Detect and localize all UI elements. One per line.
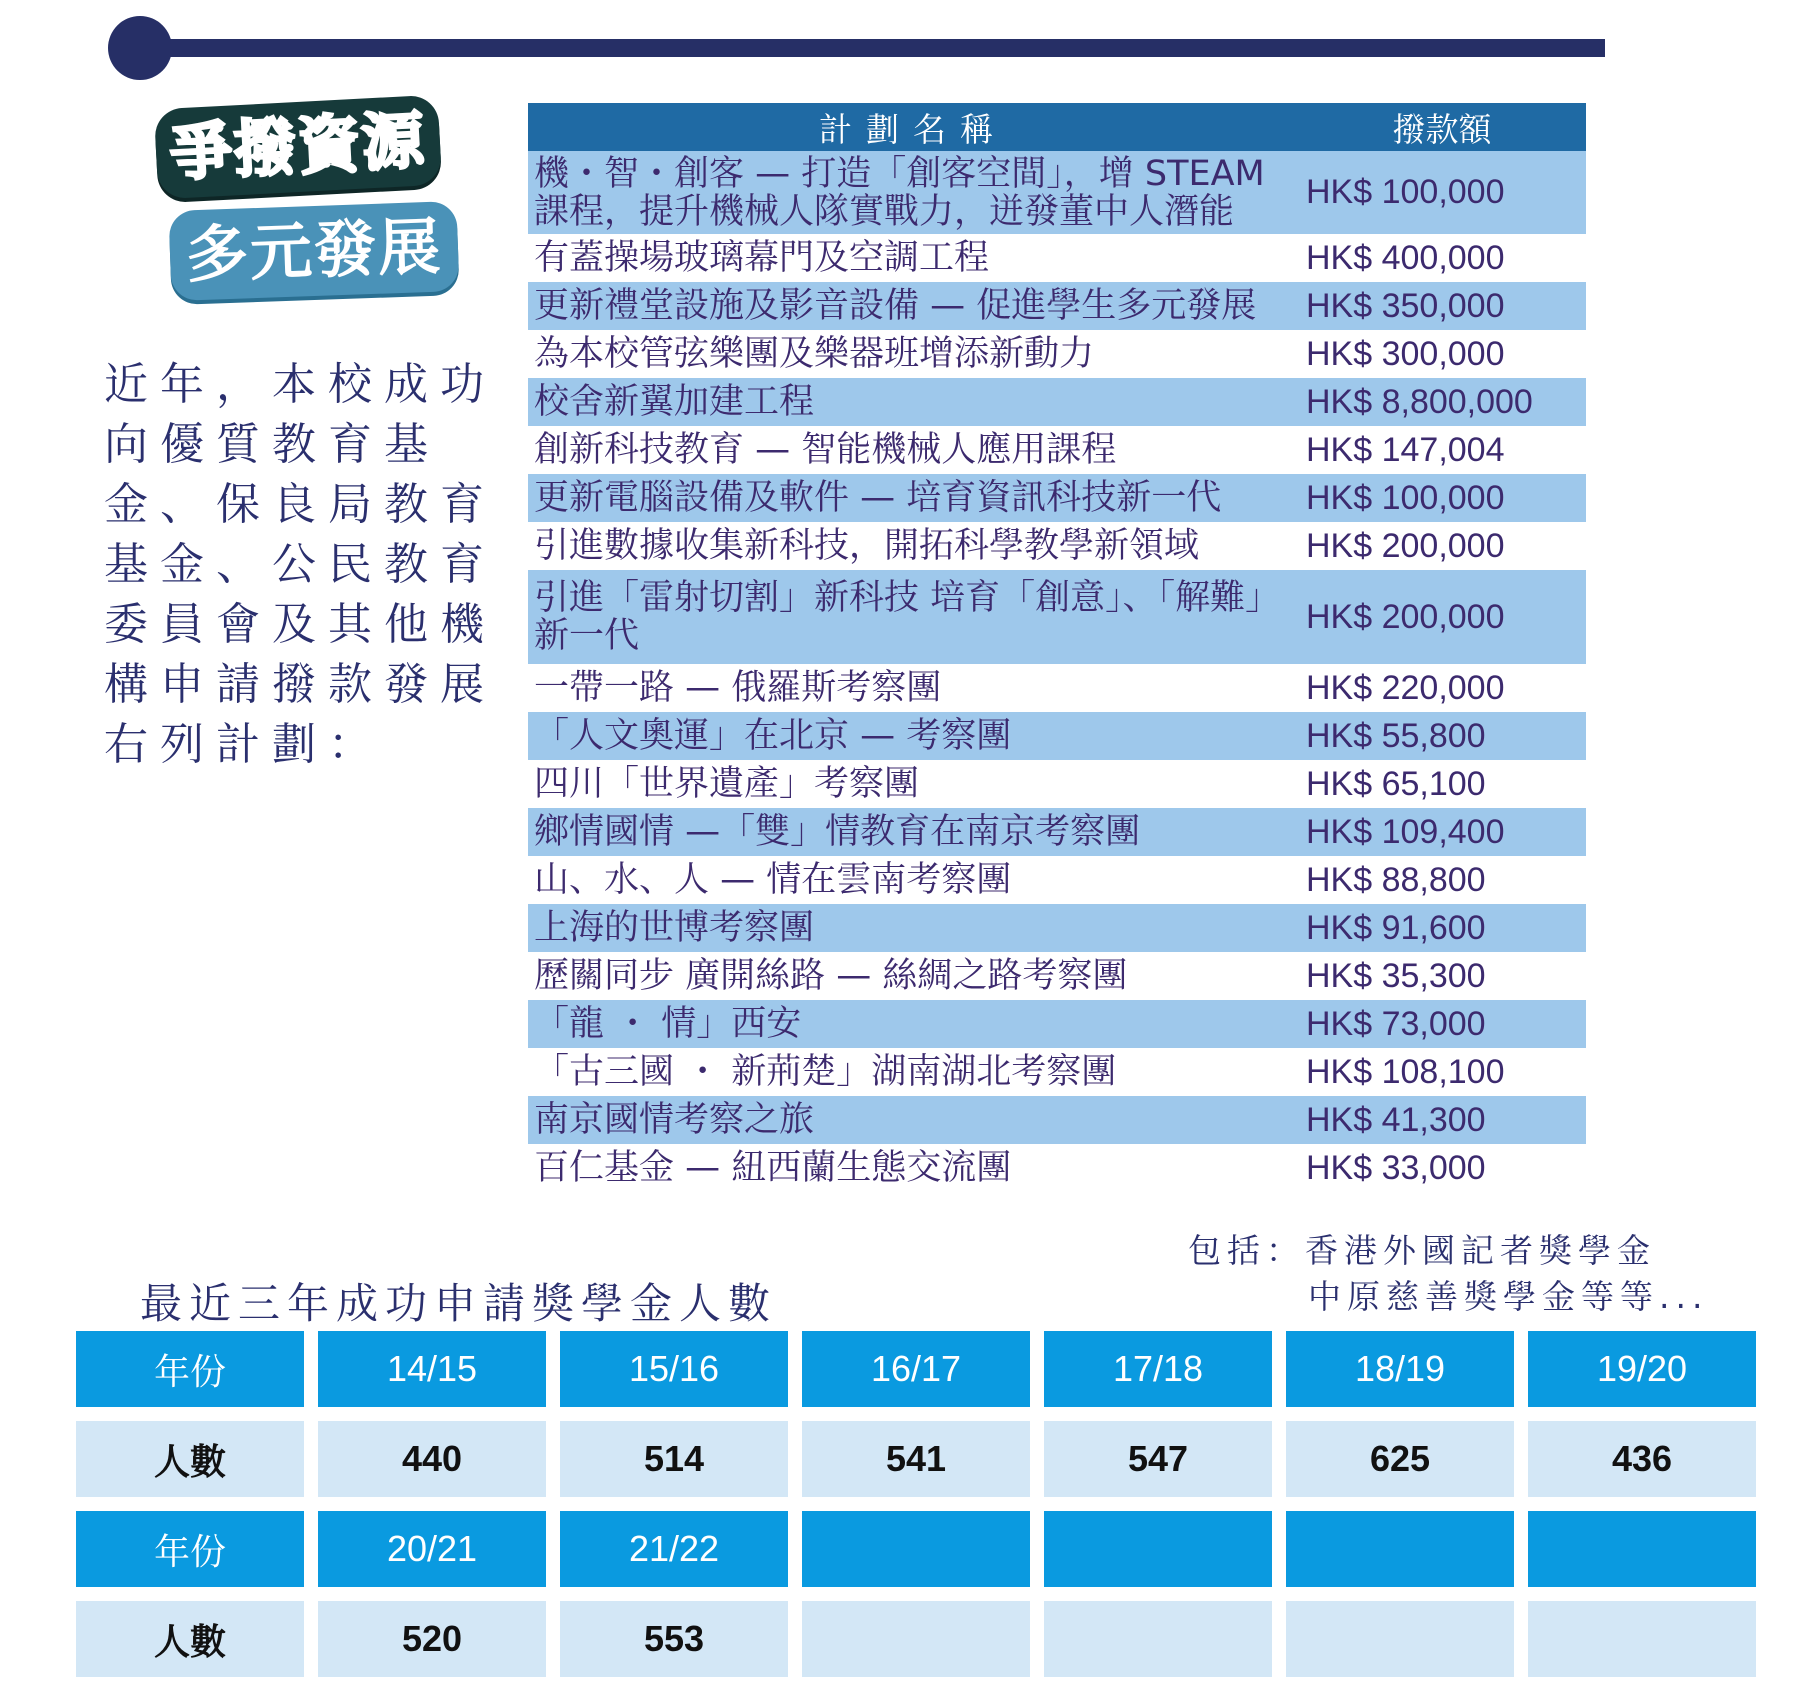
grant-amount: HK$ 33,000 xyxy=(1306,1148,1486,1187)
year-cell xyxy=(802,1511,1030,1587)
grant-row xyxy=(528,1144,1586,1192)
grant-row xyxy=(528,712,1586,760)
grant-row xyxy=(528,952,1586,1000)
grant-amount: HK$ 300,000 xyxy=(1306,334,1505,373)
grant-amount: HK$ 65,100 xyxy=(1306,764,1486,803)
grant-amount: HK$ 100,000 xyxy=(1306,478,1505,517)
title-line-2: 多元發展 xyxy=(169,201,460,301)
count-label: 人數 xyxy=(76,1601,304,1677)
grant-row xyxy=(528,378,1586,426)
grant-amount: HK$ 55,800 xyxy=(1306,716,1486,755)
grant-name: 歷關同步 廣開絲路 — 絲綢之路考察團 xyxy=(534,956,1128,996)
grant-row xyxy=(528,282,1586,330)
count-cell: 440 xyxy=(318,1421,546,1497)
grant-name: 更新禮堂設施及影音設備 — 促進學生多元發展 xyxy=(534,286,1257,326)
count-cell xyxy=(1286,1601,1514,1677)
count-row xyxy=(76,1421,1756,1497)
grants-header-name: 計劃名稱 xyxy=(819,109,1007,149)
title-line-1: 爭撥資源 xyxy=(154,95,442,200)
grant-name: 百仁基金 — 紐西蘭生態交流團 xyxy=(534,1148,1012,1188)
grant-amount: HK$ 400,000 xyxy=(1306,238,1505,277)
grant-name: 一帶一路 — 俄羅斯考察團 xyxy=(534,668,942,708)
grant-row xyxy=(528,904,1586,952)
grant-row xyxy=(528,522,1586,570)
grant-amount: HK$ 88,800 xyxy=(1306,860,1486,899)
count-cell: 514 xyxy=(560,1421,788,1497)
grant-amount: HK$ 200,000 xyxy=(1306,597,1505,636)
grant-row xyxy=(528,570,1586,664)
count-cell: 541 xyxy=(802,1421,1030,1497)
note-line-2: 中原慈善獎學金等等... xyxy=(1308,1277,1709,1316)
grant-name: 上海的世博考察團 xyxy=(534,908,815,948)
scholarship-table xyxy=(76,1331,1756,1691)
grant-name: 引進數據收集新科技，開拓科學教學新領域 xyxy=(534,526,1200,566)
grant-name: 山、水、人 — 情在雲南考察團 xyxy=(534,860,1012,900)
count-cell xyxy=(1528,1601,1756,1677)
grant-name: 更新電腦設備及軟件 — 培育資訊科技新一代 xyxy=(534,478,1222,518)
grant-row xyxy=(528,1096,1586,1144)
year-label: 年份 xyxy=(76,1511,304,1587)
grant-row xyxy=(528,234,1586,282)
count-cell: 520 xyxy=(318,1601,546,1677)
grant-name: 機・智・創客 — 打造「創客空間」，增 STEAM 課程，提升機械人隊實戰力，迸發董中人潛能 xyxy=(534,153,1265,232)
grant-name: 鄉情國情 —「雙」情教育在南京考察團 xyxy=(534,812,1141,852)
year-row xyxy=(76,1511,1756,1587)
grant-amount: HK$ 220,000 xyxy=(1306,668,1505,707)
grant-row xyxy=(528,808,1586,856)
grant-amount: HK$ 35,300 xyxy=(1306,956,1486,995)
year-cell: 14/15 xyxy=(318,1331,546,1407)
grant-name: 「龍 ・ 情」西安 xyxy=(534,1004,802,1044)
scholarship-title: 最近三年成功申請獎學金人數 xyxy=(140,1279,778,1328)
year-cell xyxy=(1044,1511,1272,1587)
grants-header-amount: 撥款額 xyxy=(1392,109,1492,149)
year-cell: 19/20 xyxy=(1528,1331,1756,1407)
grant-amount: HK$ 109,400 xyxy=(1306,812,1505,851)
year-cell: 21/22 xyxy=(560,1511,788,1587)
grant-name: 南京國情考察之旅 xyxy=(534,1100,815,1140)
count-cell: 625 xyxy=(1286,1421,1514,1497)
grant-amount: HK$ 91,600 xyxy=(1306,908,1486,947)
top-bar-line xyxy=(150,39,1605,57)
grant-name: 有蓋操場玻璃幕門及空調工程 xyxy=(534,238,990,278)
count-cell: 436 xyxy=(1528,1421,1756,1497)
year-cell: 16/17 xyxy=(802,1331,1030,1407)
grant-row xyxy=(528,426,1586,474)
grant-name: 創新科技教育 — 智能機械人應用課程 xyxy=(534,430,1117,470)
count-cell: 547 xyxy=(1044,1421,1272,1497)
scholarship-note xyxy=(1188,1228,1708,1320)
count-cell xyxy=(1044,1601,1272,1677)
grant-row xyxy=(528,330,1586,378)
grants-table xyxy=(528,103,1586,1192)
grant-row xyxy=(528,1048,1586,1096)
count-cell: 553 xyxy=(560,1601,788,1677)
year-cell: 17/18 xyxy=(1044,1331,1272,1407)
grant-row xyxy=(528,664,1586,712)
grant-amount: HK$ 108,100 xyxy=(1306,1052,1505,1091)
grant-amount: HK$ 200,000 xyxy=(1306,526,1505,565)
year-cell xyxy=(1286,1511,1514,1587)
year-cell xyxy=(1528,1511,1756,1587)
grant-amount: HK$ 73,000 xyxy=(1306,1004,1486,1043)
count-cell xyxy=(802,1601,1030,1677)
grant-name: 引進「雷射切割」新科技 培育「創意」、「解難」新一代 xyxy=(534,578,1281,656)
grant-row xyxy=(528,151,1586,234)
note-line-1: 包括：香港外國記者獎學金 xyxy=(1188,1231,1656,1270)
grant-name: 四川「世界遺產」考察團 xyxy=(534,764,920,804)
grant-name: 「人文奧運」在北京 — 考察團 xyxy=(534,716,1012,756)
grant-amount: HK$ 100,000 xyxy=(1306,173,1505,211)
grant-name: 「古三國 ・ 新荊楚」湖南湖北考察團 xyxy=(534,1052,1117,1092)
grant-row xyxy=(528,856,1586,904)
grants-header-row xyxy=(528,103,1586,151)
grant-row xyxy=(528,1000,1586,1048)
grant-amount: HK$ 8,800,000 xyxy=(1306,382,1533,421)
count-label: 人數 xyxy=(76,1421,304,1497)
year-cell: 20/21 xyxy=(318,1511,546,1587)
grant-name: 為本校管弦樂團及樂器班增添新動力 xyxy=(534,334,1095,374)
year-cell: 15/16 xyxy=(560,1331,788,1407)
grant-row xyxy=(528,474,1586,522)
grant-row xyxy=(528,760,1586,808)
intro-paragraph: 近年，本校成功向優質教育基金、保良局教育基金、公民教育委員會及其他機構申請撥款發展右列計劃： xyxy=(104,359,496,770)
grant-amount: HK$ 41,300 xyxy=(1306,1100,1486,1139)
year-row xyxy=(76,1331,1756,1407)
grant-amount: HK$ 350,000 xyxy=(1306,286,1505,325)
year-label: 年份 xyxy=(76,1331,304,1407)
grant-amount: HK$ 147,004 xyxy=(1306,430,1505,469)
grant-name: 校舍新翼加建工程 xyxy=(534,382,815,422)
title-badge xyxy=(150,88,490,308)
year-cell: 18/19 xyxy=(1286,1331,1514,1407)
count-row xyxy=(76,1601,1756,1677)
